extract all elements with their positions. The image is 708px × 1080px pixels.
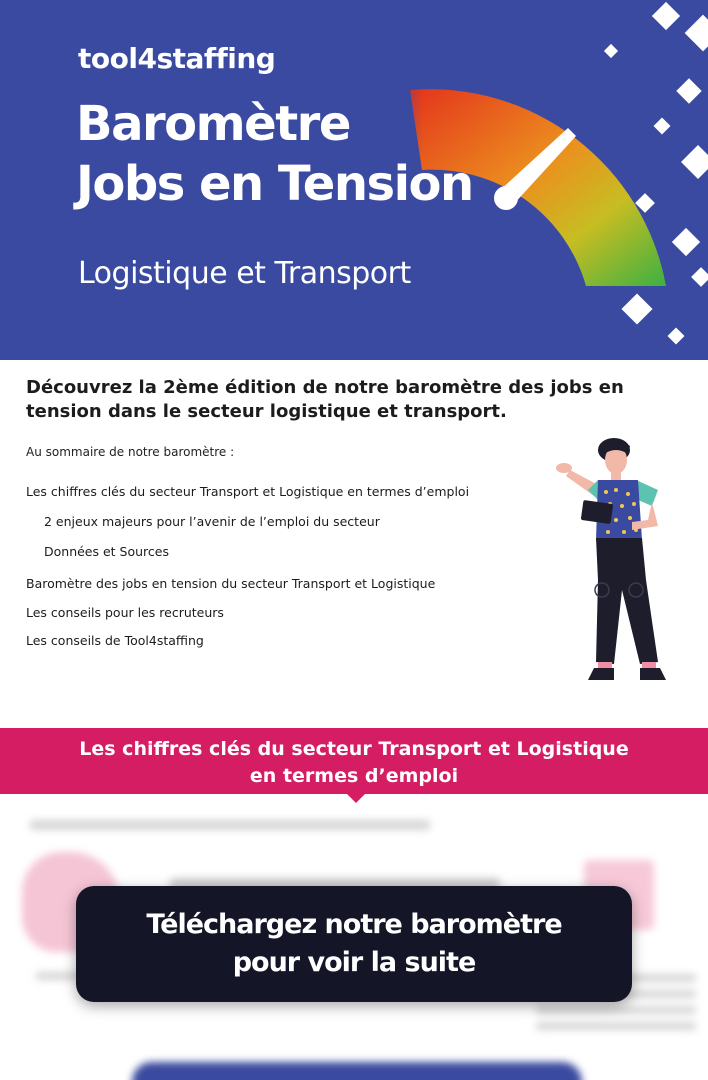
cta-line-2: pour voir la suite bbox=[232, 947, 476, 978]
title-line-1: Baromètre bbox=[76, 96, 350, 152]
section-title bbox=[0, 736, 708, 790]
download-cta[interactable] bbox=[76, 886, 632, 1002]
page-subtitle: Logistique et Transport bbox=[78, 256, 411, 291]
section-title-line-2: en termes d’emploi bbox=[249, 765, 459, 787]
banner-notch bbox=[346, 793, 366, 803]
blurred-button bbox=[132, 1062, 582, 1080]
toc-item[interactable]: Baromètre des jobs en tension du secteur Transport et Logistique bbox=[26, 576, 436, 591]
cta-line-1: Téléchargez notre baromètre bbox=[146, 909, 562, 940]
blurred-text bbox=[30, 820, 430, 830]
title-line-2: Jobs en Tension bbox=[76, 156, 473, 212]
summary-label: Au sommaire de notre baromètre : bbox=[26, 445, 235, 459]
cta-label bbox=[76, 906, 632, 982]
blurred-text bbox=[536, 1022, 696, 1030]
toc-item[interactable]: Les conseils de Tool4staffing bbox=[26, 633, 204, 648]
toc-item[interactable]: 2 enjeux majeurs pour l’avenir de l’emploi du secteur bbox=[44, 514, 380, 529]
toc-item[interactable]: Les conseils pour les recruteurs bbox=[26, 605, 224, 620]
page-title bbox=[76, 94, 473, 214]
blurred-text bbox=[536, 1006, 696, 1014]
person-illustration bbox=[548, 430, 678, 692]
toc-item[interactable]: Les chiffres clés du secteur Transport et Logistique en termes d’emploi bbox=[26, 484, 470, 499]
toc-item[interactable]: Données et Sources bbox=[44, 544, 169, 559]
section-title-line-1: Les chiffres clés du secteur Transport et Logistique bbox=[79, 738, 629, 760]
brand-logo: tool4staffing bbox=[78, 42, 276, 75]
intro-headline: Découvrez la 2ème édition de notre baromètre des jobs en tension dans le secteur logistique et transport. bbox=[26, 377, 624, 422]
hero-banner bbox=[0, 0, 708, 360]
